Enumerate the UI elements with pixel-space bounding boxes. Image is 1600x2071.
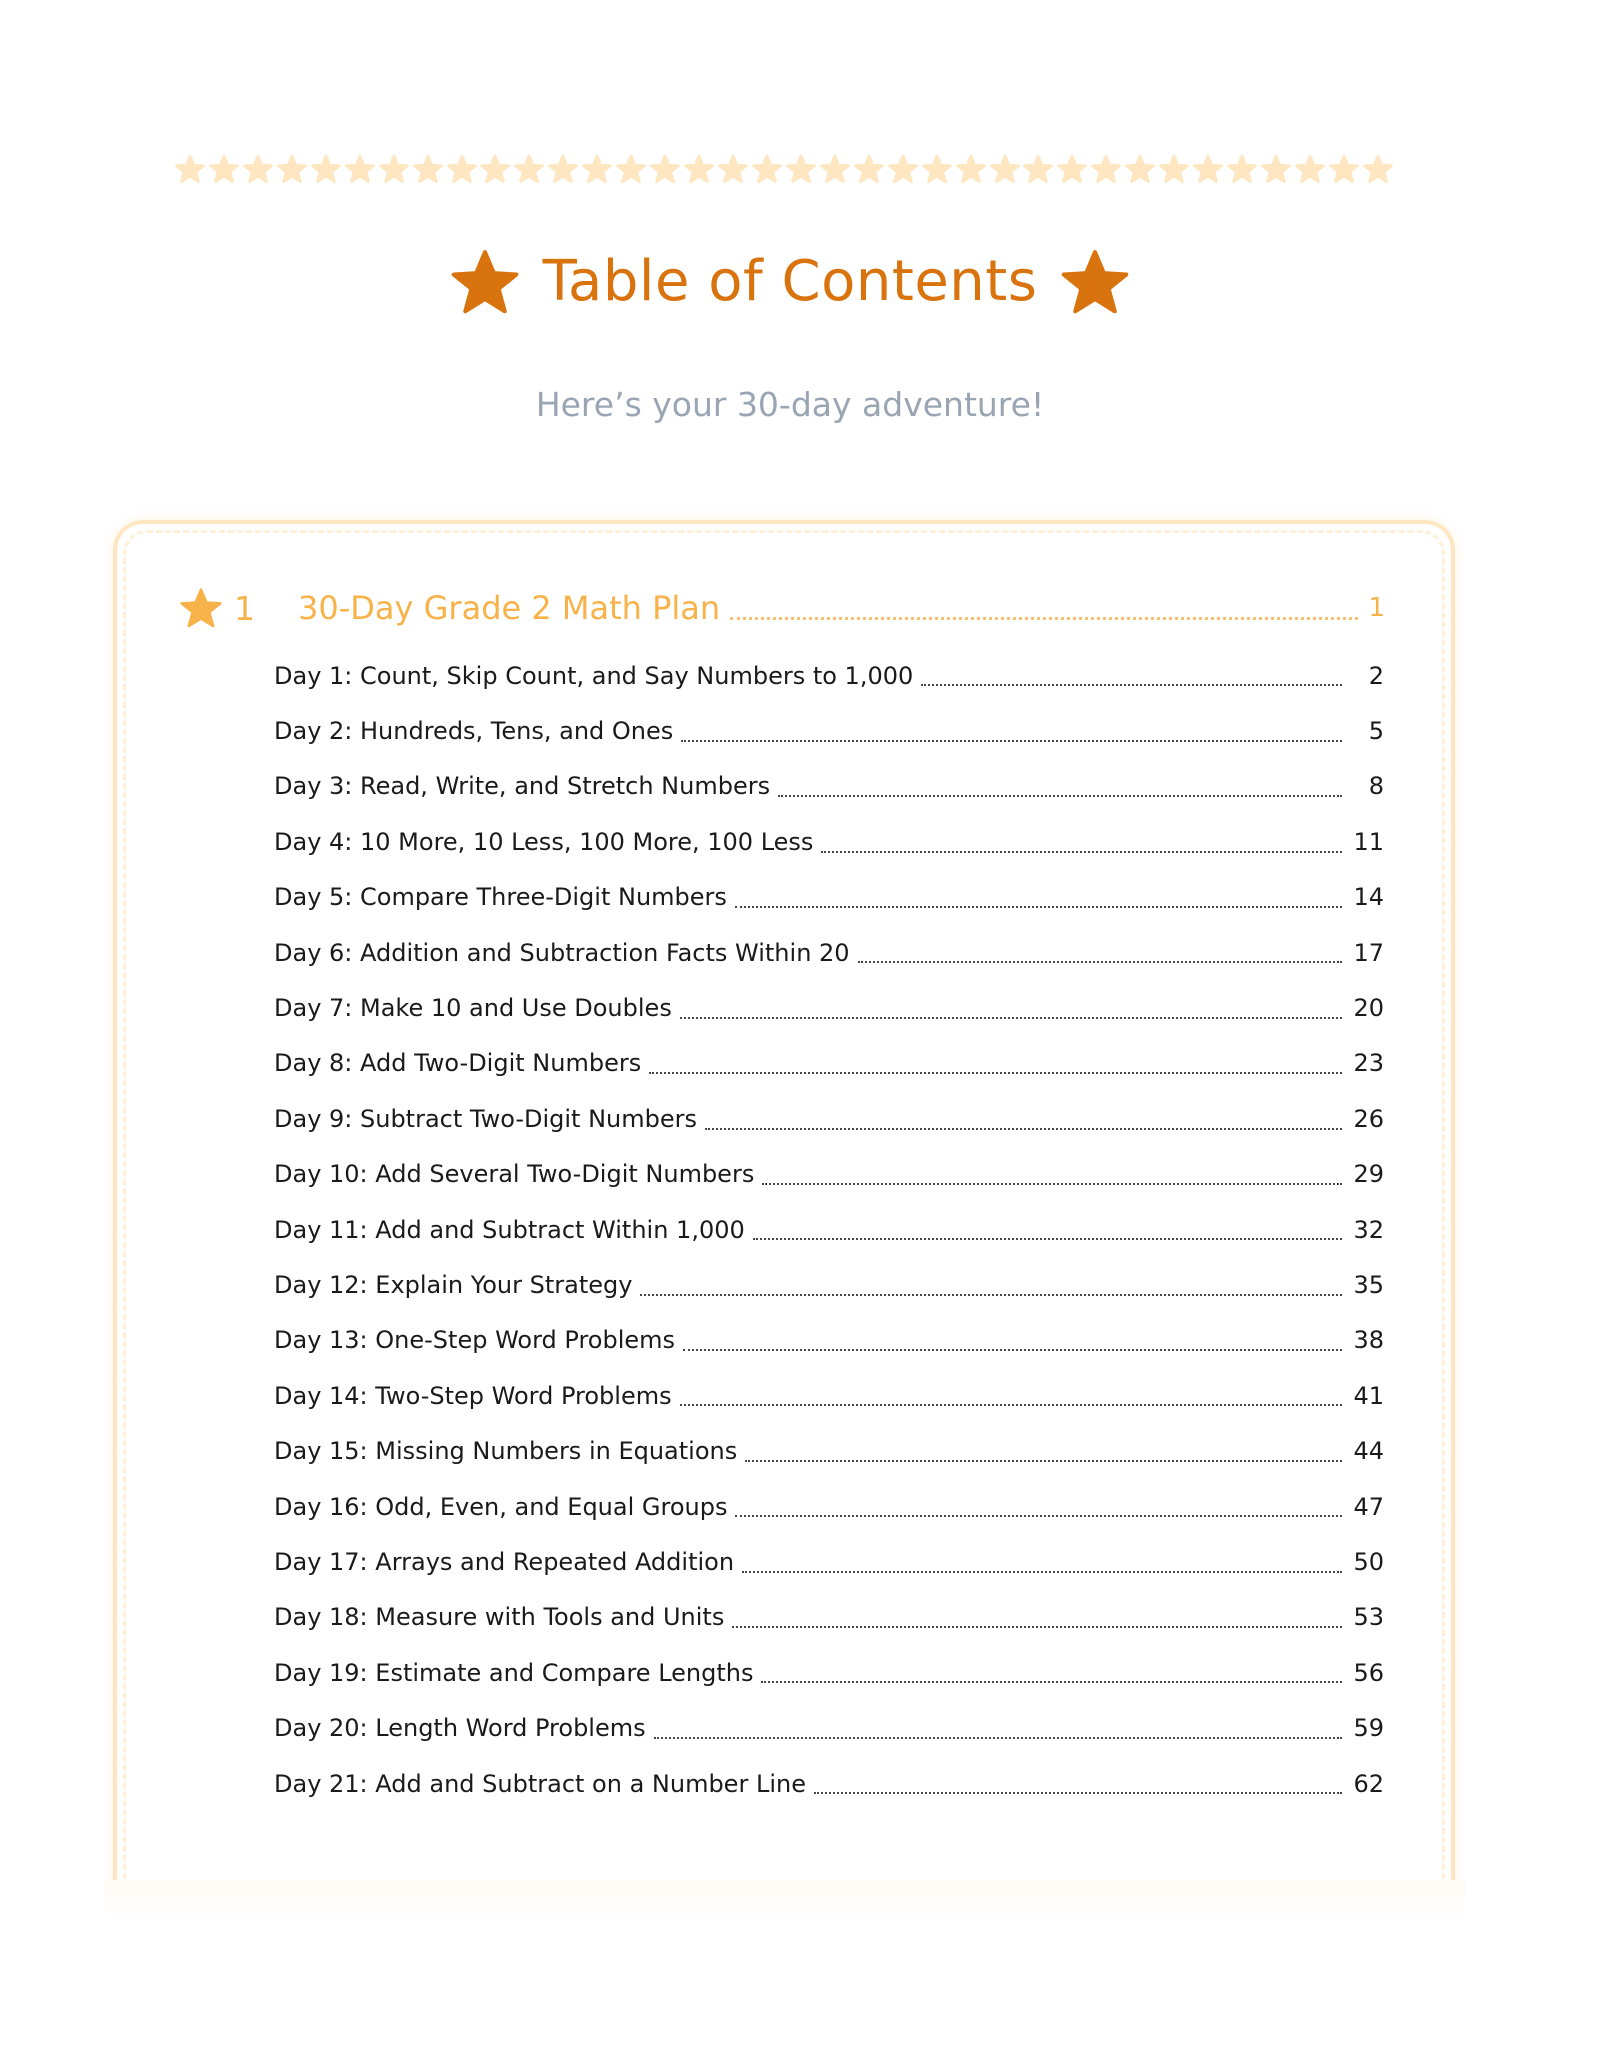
dot-leader — [814, 1792, 1342, 1794]
dot-leader — [732, 1626, 1342, 1628]
toc-entry-label: Day 17: Arrays and Repeated Addition — [274, 1547, 735, 1576]
decor-star-icon — [888, 154, 918, 184]
toc-entry-label: Day 4: 10 More, 10 Less, 100 More, 100 Less — [274, 827, 814, 856]
toc-entry[interactable] — [274, 1423, 1384, 1478]
toc-entry-page-number: 44 — [1353, 1437, 1384, 1466]
toc-entry[interactable] — [274, 1368, 1384, 1423]
toc-entry-page-number: 32 — [1353, 1215, 1384, 1244]
dot-leader — [680, 1404, 1342, 1406]
toc-entry[interactable] — [274, 1534, 1384, 1589]
toc-entry-label: Day 16: Odd, Even, and Equal Groups — [274, 1492, 728, 1521]
toc-entry-label: Day 10: Add Several Two-Digit Numbers — [274, 1160, 755, 1189]
decor-star-icon — [752, 154, 782, 184]
page-subtitle: Here’s your 30-day adventure! — [535, 385, 1045, 424]
toc-entry-page-number: 41 — [1353, 1381, 1384, 1410]
decor-star-icon — [922, 154, 952, 184]
decor-star-icon — [1295, 154, 1325, 184]
toc-entry-page-number: 14 — [1353, 883, 1384, 912]
toc-entry-page-number: 8 — [1368, 772, 1384, 801]
toc-entry-label: Day 12: Explain Your Strategy — [274, 1270, 633, 1299]
toc-entry-label: Day 19: Estimate and Compare Lengths — [274, 1658, 754, 1687]
page-title: Table of Contents — [542, 249, 1038, 314]
decor-star-icon — [1227, 154, 1257, 184]
dot-leader — [762, 1183, 1342, 1185]
toc-entry[interactable] — [274, 1091, 1384, 1146]
dot-leader — [680, 1017, 1342, 1019]
toc-chapter-link[interactable] — [180, 582, 1385, 634]
toc-entry[interactable] — [274, 1036, 1384, 1091]
toc-entry-label: Day 14: Two-Step Word Problems — [274, 1381, 672, 1410]
decor-star-icon — [650, 154, 680, 184]
decor-star-icon — [480, 154, 510, 184]
title-block — [0, 248, 1580, 316]
toc-entry-page-number: 5 — [1368, 717, 1384, 746]
toc-entry-page-number: 50 — [1353, 1547, 1384, 1576]
toc-entry[interactable] — [274, 980, 1384, 1035]
toc-entry-page-number: 47 — [1353, 1492, 1384, 1521]
decor-star-icon — [209, 154, 239, 184]
dot-leader — [778, 795, 1342, 797]
toc-entry[interactable] — [274, 1645, 1384, 1700]
dot-leader — [742, 1571, 1342, 1573]
toc-entry-label: Day 13: One-Step Word Problems — [274, 1326, 676, 1355]
decor-star-icon — [786, 154, 816, 184]
toc-entry-page-number: 38 — [1353, 1326, 1384, 1355]
toc-entry-label: Day 18: Measure with Tools and Units — [274, 1603, 725, 1632]
star-icon — [1061, 248, 1129, 316]
toc-entry-page-number: 59 — [1353, 1714, 1384, 1743]
decor-star-icon — [379, 154, 409, 184]
decor-star-icon — [684, 154, 714, 184]
toc-entry-label: Day 6: Addition and Subtraction Facts Within 20 — [274, 938, 850, 967]
decor-star-icon — [514, 154, 544, 184]
toc-entry-page-number: 53 — [1353, 1603, 1384, 1632]
dot-leader — [649, 1072, 1342, 1074]
decor-star-icon — [243, 154, 273, 184]
toc-entry[interactable] — [274, 1147, 1384, 1202]
decor-star-icon — [548, 154, 578, 184]
toc-card-fade — [105, 1880, 1465, 1916]
dot-leader — [705, 1128, 1342, 1130]
toc-entry-page-number: 17 — [1353, 938, 1384, 967]
toc-entry-label: Day 3: Read, Write, and Stretch Numbers — [274, 772, 771, 801]
dot-leader — [683, 1349, 1342, 1351]
toc-entry-page-number: 2 — [1368, 661, 1384, 690]
toc-entry-page-number: 23 — [1353, 1049, 1384, 1078]
toc-entry-label: Day 20: Length Word Problems — [274, 1714, 646, 1743]
toc-entry[interactable] — [274, 1202, 1384, 1257]
toc-entry-label: Day 8: Add Two-Digit Numbers — [274, 1049, 642, 1078]
dot-leader — [735, 1515, 1342, 1517]
toc-entry[interactable] — [274, 870, 1384, 925]
decor-star-icon — [854, 154, 884, 184]
toc-entry[interactable] — [274, 1257, 1384, 1312]
decor-star-icon — [1091, 154, 1121, 184]
toc-entry-page-number: 29 — [1353, 1160, 1384, 1189]
toc-entry-page-number: 62 — [1353, 1769, 1384, 1798]
toc-entry[interactable] — [274, 759, 1384, 814]
decor-star-icon — [718, 154, 748, 184]
toc-entry-label: Day 2: Hundreds, Tens, and Ones — [274, 717, 674, 746]
dot-leader — [921, 684, 1342, 686]
toc-entry[interactable] — [274, 1313, 1384, 1368]
decor-star-icon — [820, 154, 850, 184]
toc-entry-label: Day 5: Compare Three-Digit Numbers — [274, 883, 727, 912]
dot-leader — [858, 961, 1342, 963]
toc-entry[interactable] — [274, 1700, 1384, 1755]
decor-star-icon — [311, 154, 341, 184]
decor-star-icon — [1363, 154, 1393, 184]
dot-leader — [745, 1460, 1342, 1462]
decor-star-icon — [956, 154, 986, 184]
decorative-star-border — [175, 150, 1393, 188]
toc-entry-label: Day 7: Make 10 and Use Doubles — [274, 994, 672, 1023]
decor-star-icon — [175, 154, 205, 184]
decor-star-icon — [990, 154, 1020, 184]
toc-entry-label: Day 9: Subtract Two-Digit Numbers — [274, 1104, 698, 1133]
decor-star-icon — [1023, 154, 1053, 184]
dot-leader — [821, 851, 1342, 853]
toc-entry[interactable] — [274, 648, 1384, 703]
dot-leader — [640, 1294, 1342, 1296]
toc-entry[interactable] — [274, 925, 1384, 980]
decor-star-icon — [1193, 154, 1223, 184]
decor-star-icon — [1159, 154, 1189, 184]
toc-entry-label: Day 21: Add and Subtract on a Number Line — [274, 1769, 806, 1798]
toc-entry-label: Day 1: Count, Skip Count, and Say Numbers to 1,000 — [274, 661, 914, 690]
decor-star-icon — [277, 154, 307, 184]
toc-entry[interactable] — [274, 1756, 1384, 1811]
chapter-title: 30-Day Grade 2 Math Plan — [298, 589, 721, 627]
dot-leader — [654, 1737, 1342, 1739]
toc-entry[interactable] — [274, 703, 1384, 758]
decor-star-icon — [1329, 154, 1359, 184]
toc-entry-page-number: 26 — [1353, 1104, 1384, 1133]
toc-entry[interactable] — [274, 1479, 1384, 1534]
decor-star-icon — [616, 154, 646, 184]
decor-star-icon — [413, 154, 443, 184]
toc-entry[interactable] — [274, 814, 1384, 869]
dot-leader — [753, 1238, 1342, 1240]
toc-entry-label: Day 15: Missing Numbers in Equations — [274, 1437, 738, 1466]
dot-leader — [730, 617, 1358, 620]
toc-entry-list — [274, 648, 1384, 1811]
decor-star-icon — [447, 154, 477, 184]
toc-entry-page-number: 35 — [1353, 1270, 1384, 1299]
star-icon — [451, 248, 519, 316]
decor-star-icon — [345, 154, 375, 184]
toc-entry[interactable] — [274, 1590, 1384, 1645]
toc-entry-page-number: 56 — [1353, 1658, 1384, 1687]
chapter-number: 1 — [234, 588, 255, 628]
star-icon — [180, 587, 222, 629]
decor-star-icon — [1125, 154, 1155, 184]
toc-entry-page-number: 11 — [1353, 827, 1384, 856]
chapter-page-number: 1 — [1368, 593, 1385, 623]
dot-leader — [735, 906, 1342, 908]
dot-leader — [761, 1681, 1342, 1683]
dot-leader — [681, 740, 1342, 742]
decor-star-icon — [582, 154, 612, 184]
decor-star-icon — [1261, 154, 1291, 184]
toc-entry-page-number: 20 — [1353, 994, 1384, 1023]
decor-star-icon — [1057, 154, 1087, 184]
toc-entry-label: Day 11: Add and Subtract Within 1,000 — [274, 1215, 745, 1244]
